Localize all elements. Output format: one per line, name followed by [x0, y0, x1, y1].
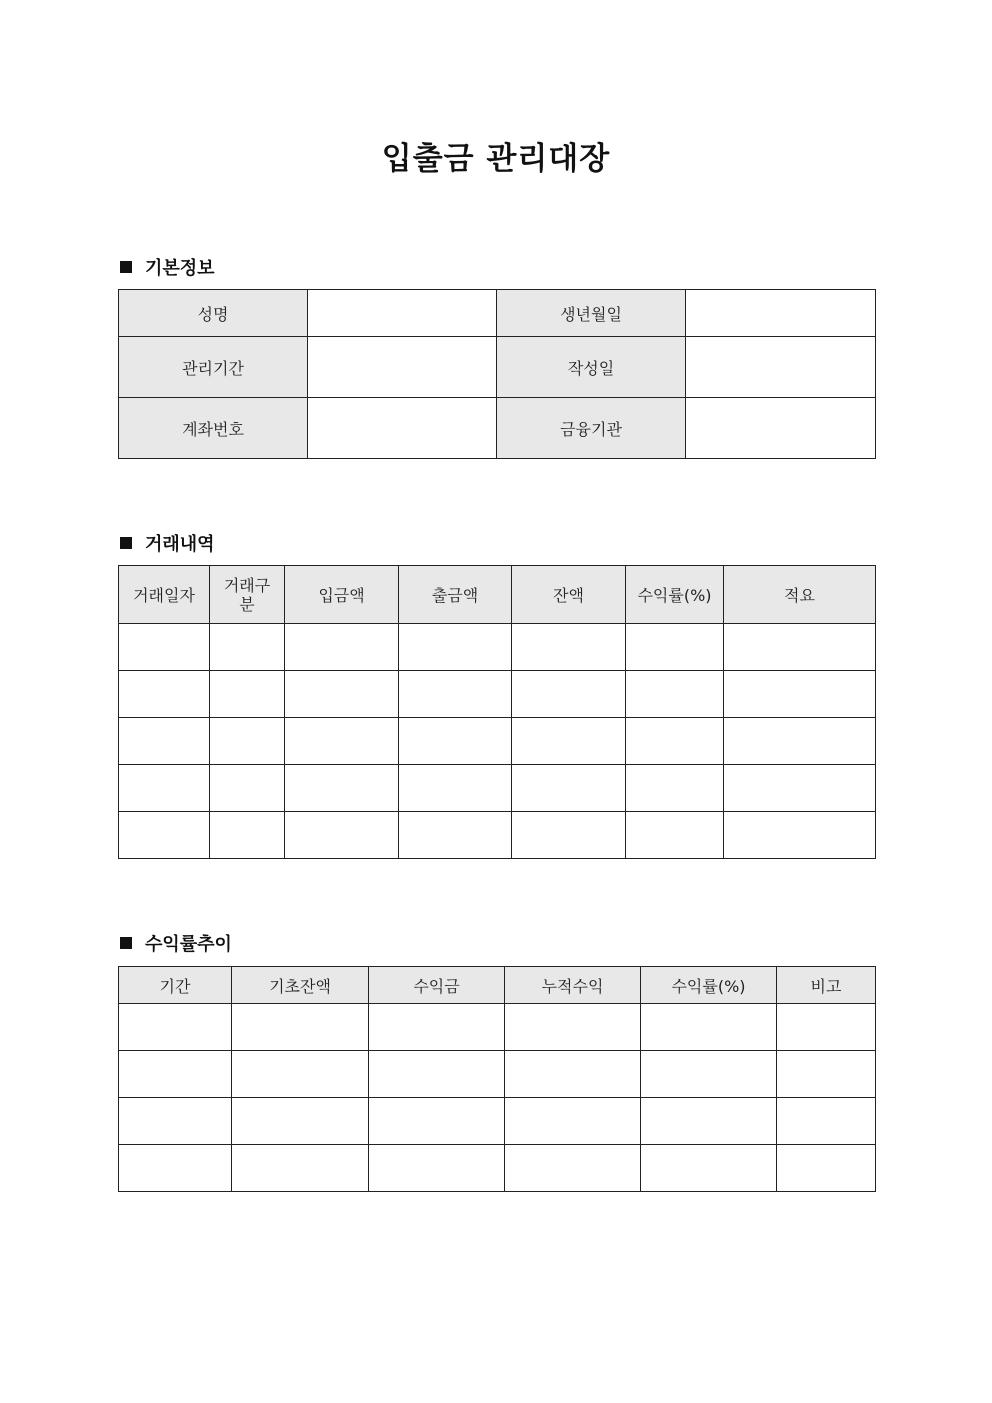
table-cell[interactable] [724, 812, 876, 859]
table-cell[interactable] [505, 1051, 641, 1098]
table-cell[interactable] [724, 671, 876, 718]
table-cell[interactable] [724, 624, 876, 671]
section-title-transactions [118, 530, 215, 556]
section-label: 거래내역 [145, 534, 215, 555]
table-row [119, 718, 876, 765]
table-cell[interactable] [724, 718, 876, 765]
written-date-label: 작성일 [497, 337, 686, 398]
column-header [210, 566, 285, 624]
table-cell[interactable] [119, 1145, 232, 1192]
table-cell[interactable] [285, 671, 399, 718]
table-row [119, 1145, 876, 1192]
column-header: 수익률(%) [641, 967, 777, 1004]
table-cell[interactable] [369, 1098, 505, 1145]
table-cell[interactable] [285, 765, 399, 812]
column-header: 거래일자 [119, 566, 210, 624]
table-cell[interactable] [512, 624, 626, 671]
name-label: 성명 [119, 290, 308, 337]
table-cell[interactable] [512, 812, 626, 859]
column-header: 잔액 [512, 566, 626, 624]
table-cell[interactable] [626, 624, 724, 671]
period-label: 관리기간 [119, 337, 308, 398]
table-cell[interactable] [232, 1145, 369, 1192]
table-row [119, 290, 876, 337]
table-cell[interactable] [777, 1145, 876, 1192]
table-row [119, 624, 876, 671]
table-cell[interactable] [285, 718, 399, 765]
table-cell[interactable] [512, 718, 626, 765]
name-field[interactable] [308, 290, 497, 337]
table-cell[interactable] [505, 1145, 641, 1192]
transactions-table [118, 565, 876, 859]
bank-label: 금융기관 [497, 398, 686, 459]
table-cell[interactable] [210, 812, 285, 859]
table-cell[interactable] [626, 671, 724, 718]
birthdate-label: 생년월일 [497, 290, 686, 337]
table-cell[interactable] [626, 718, 724, 765]
column-header: 누적수익 [505, 967, 641, 1004]
header-line: 거래구 [223, 575, 271, 595]
table-cell[interactable] [626, 812, 724, 859]
table-cell[interactable] [369, 1145, 505, 1192]
table-cell[interactable] [119, 812, 210, 859]
section-label: 기본정보 [145, 258, 215, 279]
table-header-row [119, 566, 876, 624]
table-cell[interactable] [399, 812, 512, 859]
table-row [119, 1098, 876, 1145]
table-cell[interactable] [285, 624, 399, 671]
table-cell[interactable] [369, 1051, 505, 1098]
table-cell[interactable] [232, 1098, 369, 1145]
table-cell[interactable] [641, 1098, 777, 1145]
table-cell[interactable] [232, 1004, 369, 1051]
table-row [119, 337, 876, 398]
table-cell[interactable] [232, 1051, 369, 1098]
table-cell[interactable] [210, 765, 285, 812]
table-row [119, 812, 876, 859]
table-cell[interactable] [119, 671, 210, 718]
table-cell[interactable] [777, 1051, 876, 1098]
table-row [119, 671, 876, 718]
table-cell[interactable] [210, 718, 285, 765]
table-cell[interactable] [119, 718, 210, 765]
table-cell[interactable] [119, 1004, 232, 1051]
column-header: 적요 [724, 566, 876, 624]
period-field[interactable] [308, 337, 497, 398]
column-header: 기초잔액 [232, 967, 369, 1004]
column-header: 수익금 [369, 967, 505, 1004]
birthdate-field[interactable] [686, 290, 876, 337]
returns-table [118, 966, 876, 1192]
table-cell[interactable] [641, 1051, 777, 1098]
table-cell[interactable] [119, 765, 210, 812]
account-number-label: 계좌번호 [119, 398, 308, 459]
square-bullet-icon [120, 937, 132, 949]
table-cell[interactable] [399, 671, 512, 718]
column-header: 수익률(%) [626, 566, 724, 624]
section-title-returns [118, 930, 232, 956]
table-cell[interactable] [512, 671, 626, 718]
table-cell[interactable] [210, 671, 285, 718]
column-header: 비고 [777, 967, 876, 1004]
square-bullet-icon [120, 537, 132, 549]
table-cell[interactable] [505, 1098, 641, 1145]
table-cell[interactable] [641, 1004, 777, 1051]
written-date-field[interactable] [686, 337, 876, 398]
column-header: 기간 [119, 967, 232, 1004]
table-cell[interactable] [399, 624, 512, 671]
table-row [119, 398, 876, 459]
table-cell[interactable] [512, 765, 626, 812]
table-cell[interactable] [399, 765, 512, 812]
table-cell[interactable] [724, 765, 876, 812]
section-title-basic-info [118, 254, 215, 280]
bank-field[interactable] [686, 398, 876, 459]
table-row [119, 1004, 876, 1051]
table-header-row [119, 967, 876, 1004]
table-cell[interactable] [119, 1051, 232, 1098]
account-number-field[interactable] [308, 398, 497, 459]
table-row [119, 1051, 876, 1098]
column-header: 입금액 [285, 566, 399, 624]
table-cell[interactable] [777, 1004, 876, 1051]
square-bullet-icon [120, 261, 132, 273]
table-cell[interactable] [119, 1098, 232, 1145]
header-line: 분 [239, 594, 255, 614]
table-row [119, 765, 876, 812]
column-header: 출금액 [399, 566, 512, 624]
table-cell[interactable] [210, 624, 285, 671]
table-cell[interactable] [641, 1145, 777, 1192]
table-cell[interactable] [505, 1004, 641, 1051]
table-cell[interactable] [777, 1098, 876, 1145]
page-title: 입출금 관리대장 [381, 141, 611, 177]
section-label: 수익률추이 [145, 934, 232, 955]
basic-info-table [118, 289, 876, 459]
table-cell[interactable] [285, 812, 399, 859]
table-cell[interactable] [369, 1004, 505, 1051]
table-cell[interactable] [626, 765, 724, 812]
table-cell[interactable] [119, 624, 210, 671]
table-cell[interactable] [399, 718, 512, 765]
